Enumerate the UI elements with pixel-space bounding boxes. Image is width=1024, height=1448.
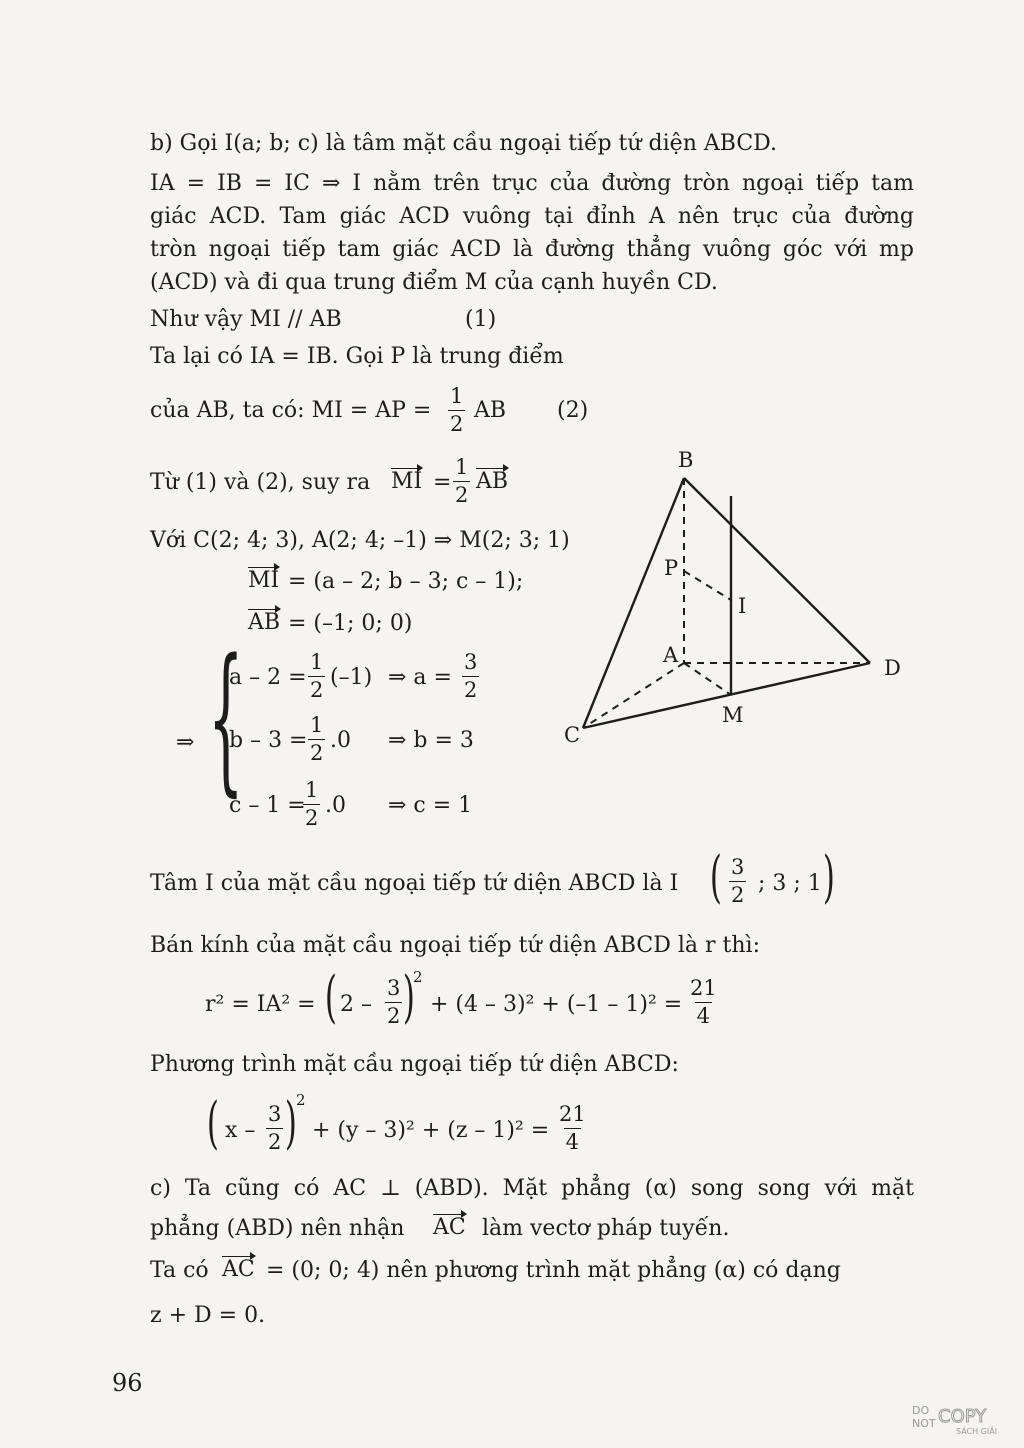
svg-text:NOT: NOT [912, 1417, 936, 1430]
center-rest: ; 3 ; 1 [758, 871, 822, 896]
system-line-b-result: ⇒ b = 3 [388, 728, 474, 753]
fraction-three-half: $\frac{3}{2}$ [387, 976, 401, 1028]
line-c-intro: c) Ta cũng có AC ⊥ (ABD). Mặt phẳng (α) song song với mặt [150, 1176, 914, 1201]
exponent-2: 2 [413, 968, 423, 986]
line-mi-coords: = (a – 2; b – 3; c – 1); [288, 569, 524, 594]
fraction-one-half: $\frac{1}{2}$ [455, 455, 469, 507]
line-mi-parallel-ab: Như vậy MI // AB [150, 307, 342, 332]
label-d: D [884, 656, 901, 680]
system-line-a-factor: (–1) [330, 665, 373, 690]
line-suy-ra: Từ (1) và (2), suy ra [150, 470, 371, 495]
line-ban-kinh: Bán kính của mặt cầu ngoại tiếp tứ diện ABCD là r thì: [150, 933, 760, 958]
vector-mi: MI [391, 469, 423, 494]
fraction-three-half: $\frac{3}{2}$ [268, 1102, 282, 1154]
system-line-c-result: ⇒ c = 1 [388, 793, 473, 818]
system-line-b-factor: .0 [330, 728, 351, 753]
do-not-copy-logo [910, 1400, 1010, 1436]
equation-number-1: (1) [465, 307, 497, 332]
fraction-21-4: $\frac{21}{4}$ [690, 976, 717, 1028]
line-ab-coords: = (–1; 0; 0) [288, 611, 413, 636]
segment-am [684, 663, 731, 695]
label-b: B [678, 448, 694, 472]
fraction-one-half: $\frac{1}{2}$ [450, 384, 464, 436]
fraction-one-half: $\frac{1}{2}$ [305, 778, 319, 830]
radius-term: 2 – [340, 992, 372, 1017]
system-line-c: c – 1 = [229, 793, 306, 818]
line-phap-tuyen: làm vectơ pháp tuyến. [482, 1216, 730, 1241]
exponent-2: 2 [296, 1091, 306, 1109]
radius-rest: + (4 – 3)² + (–1 – 1)² = [430, 992, 683, 1017]
vector-ac: AC [222, 1257, 255, 1282]
radius-lhs: r² = IA² = [205, 992, 316, 1017]
vector-ab: AB [476, 469, 509, 494]
fraction-one-half: $\frac{1}{2}$ [310, 650, 324, 702]
label-p: P [664, 556, 679, 580]
svg-text:DO: DO [912, 1404, 930, 1417]
line-phuong-trinh-mat-cau: Phương trình mặt cầu ngoại tiếp tứ diện ABCD: [150, 1052, 679, 1077]
paren-left: ( [206, 1091, 219, 1156]
line-tron-ngoai-tiep: tròn ngoại tiếp tam giác ACD là đường thẳng vuông góc với mp [150, 237, 914, 262]
system-line-a-result: ⇒ a = [388, 665, 452, 690]
fraction-three-half: $\frac{3}{2}$ [464, 650, 478, 702]
line-giac-acd: giác ACD. Tam giác ACD vuông tại đỉnh A nên trục của đường [150, 204, 914, 229]
equation-number-2: (2) [557, 398, 589, 423]
system-line-b: b – 3 = [229, 728, 308, 753]
system-line-a: a – 2 = [229, 665, 307, 690]
vector-ac: AC [433, 1215, 466, 1240]
sphere-x-term: x – [225, 1118, 256, 1143]
fraction-21-4: $\frac{21}{4}$ [559, 1102, 586, 1154]
svg-text:COPY: COPY [938, 1406, 987, 1427]
fraction-three-half: $\frac{3}{2}$ [731, 855, 745, 907]
label-m: M [722, 703, 744, 727]
system-brace: { [208, 624, 244, 811]
system-line-c-factor: .0 [325, 793, 346, 818]
paren-right: ) [822, 845, 835, 910]
svg-text:SÁCH GIẢI: SÁCH GIẢI [956, 1427, 998, 1436]
paren-right: ) [284, 1091, 297, 1156]
line-phang-abd: phẳng (ABD) nên nhận [150, 1216, 405, 1241]
line-ta-co: Ta có [150, 1258, 209, 1283]
edge-bc [583, 478, 684, 728]
equals-sign: = [433, 470, 452, 495]
implies-arrow: ⇒ [176, 730, 195, 755]
line-mi-ap: của AB, ta có: MI = AP = [150, 398, 432, 423]
fraction-one-half: $\frac{1}{2}$ [310, 713, 324, 765]
tetrahedron-figure [550, 448, 910, 748]
line-tam-i: Tâm I của mặt cầu ngoại tiếp tứ diện ABCD là I [150, 871, 679, 896]
page-number: 96 [112, 1369, 143, 1397]
label-c: C [564, 723, 581, 747]
line-acd-trung-diem: (ACD) và đi qua trung điểm M của cạnh huyền CD. [150, 270, 718, 295]
sphere-rest: + (y – 3)² + (z – 1)² = [312, 1118, 550, 1143]
line-b-intro: b) Gọi I(a; b; c) là tâm mặt cầu ngoại tiếp tứ diện ABCD. [150, 131, 777, 156]
label-i: I [738, 594, 747, 618]
paren-left: ( [324, 965, 337, 1030]
line-ia-ib: Ta lại có IA = IB. Gọi P là trung điểm [150, 344, 564, 369]
paren-left: ( [709, 845, 722, 910]
line-plane-form: z + D = 0. [150, 1303, 266, 1328]
segment-pi [684, 571, 731, 600]
line-mi-ap-ab: AB [474, 398, 507, 423]
vector-ab: AB [248, 610, 281, 635]
line-voi-c-a-m: Với C(2; 4; 3), A(2; 4; –1) ⇒ M(2; 3; 1) [150, 528, 570, 553]
edge-bd [684, 478, 870, 663]
edge-ac [583, 663, 684, 728]
label-a: A [663, 643, 679, 667]
line-ac-coords: = (0; 0; 4) nên phương trình mặt phẳng (α) có dạng [266, 1258, 841, 1283]
paren-right: ) [402, 965, 415, 1030]
vector-mi: MI [248, 568, 280, 593]
line-ia-ib-ic: IA = IB = IC ⇒ I nằm trên trục của đường tròn ngoại tiếp tam [150, 171, 914, 196]
